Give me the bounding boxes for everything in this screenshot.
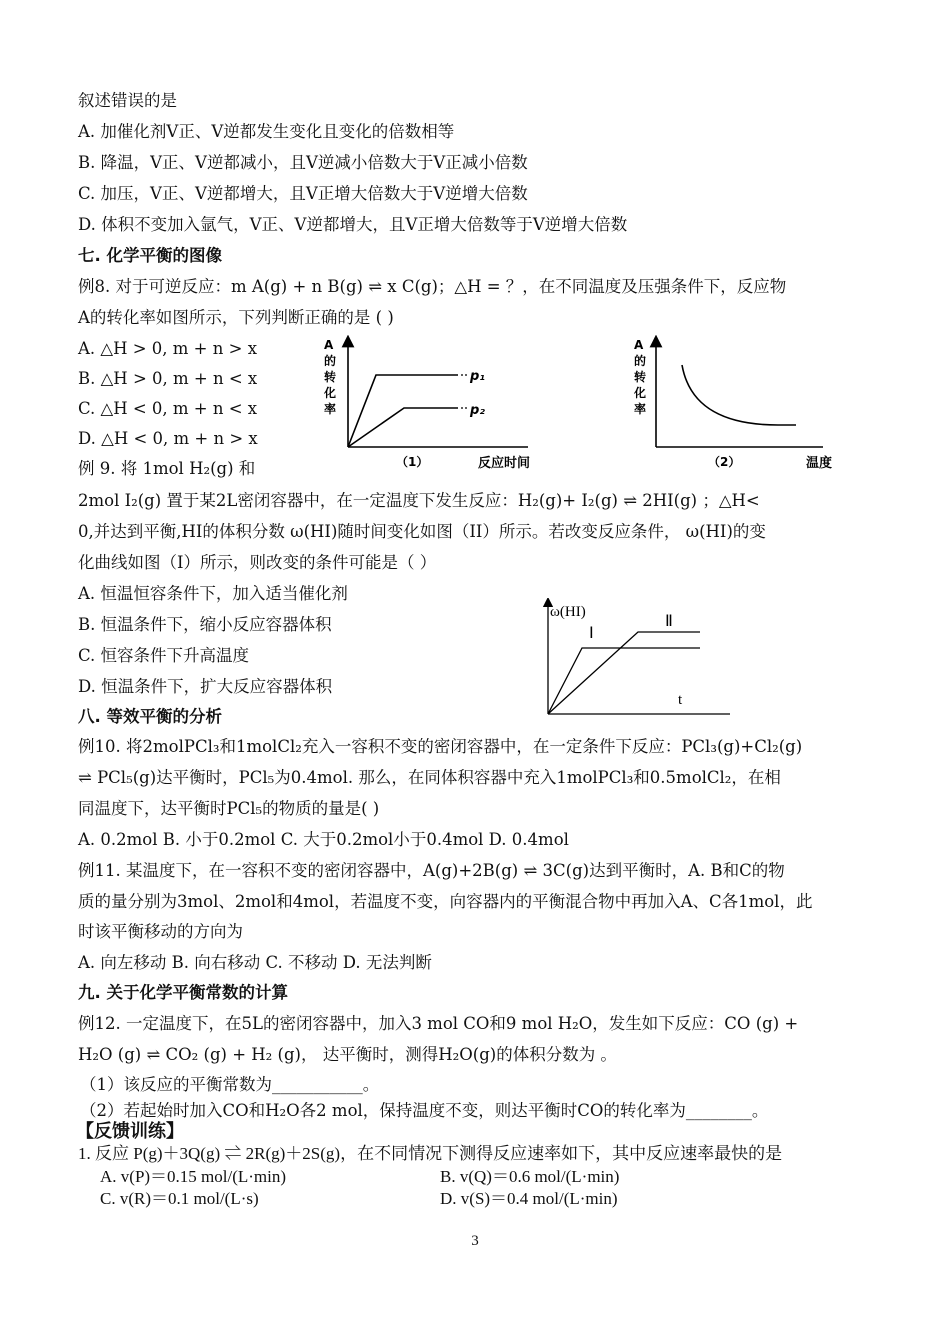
y-label-char: 的 <box>634 354 647 368</box>
curve <box>682 365 796 425</box>
text-line: H₂O (g) ⇌ CO₂ (g) + H₂ (g)， 达平衡时，测得H₂O(g)的体积分数为 。 <box>78 1045 617 1064</box>
option-line: A. 恒温恒容条件下，加入适当催化剂 <box>78 584 348 603</box>
y-label-char: 的 <box>324 354 337 368</box>
curve-II-label: Ⅱ <box>665 613 673 630</box>
section-heading: 九. 关于化学平衡常数的计算 <box>78 983 289 1002</box>
y-label: ω(HI) <box>550 604 586 620</box>
figure-number: （1） <box>396 455 429 469</box>
p2-label: p₂ <box>470 403 485 418</box>
option-line: A. 向左移动 B. 向右移动 C. 不移动 D. 无法判断 <box>78 953 432 972</box>
y-label-char: 转 <box>634 370 647 384</box>
y-label-char: 转 <box>324 370 337 384</box>
option-line: A. 加催化剂V正、V逆都发生变化且变化的倍数相等 <box>78 122 455 141</box>
section-heading: 八. 等效平衡的分析 <box>78 707 223 726</box>
option-line: D. 恒温条件下，扩大反应容器体积 <box>78 677 333 696</box>
y-label-char: A <box>634 338 644 352</box>
text-line: 时该平衡移动的方向为 <box>78 922 243 941</box>
option-line: D. v(S)＝0.4 mol/(L·min) <box>440 1189 618 1208</box>
option-line: A. v(P)＝0.15 mol/(L·min) <box>100 1167 287 1186</box>
option-line: B. △H > 0, m + n < x <box>78 369 258 388</box>
text-line: 2mol I₂(g) 置于某2L密闭容器中，在一定温度下发生反应：H₂(g)+ I₂(g) ⇌ 2HI(g) ；△H< <box>78 491 760 510</box>
y-label-char: 率 <box>634 402 647 416</box>
option-line: C. v(R)＝0.1 mol/(L·s) <box>100 1189 259 1208</box>
question-line: （1）该反应的平衡常数为___________。 <box>80 1075 380 1094</box>
text-line: 同温度下，达平衡时PCl₅的物质的量是( ) <box>78 799 380 818</box>
text-line: 质的量分别为3mol、2mol和4mol，若温度不变，向容器内的平衡混合物中再加入A、C各1mol，此 <box>78 892 813 911</box>
option-line: C. △H < 0, m + n < x <box>78 399 258 418</box>
text-line: 例11. 某温度下，在一容积不变的密闭容器中，A(g)+2B(g) ⇌ 3C(g)达到平衡时，A. B和C的物 <box>78 861 785 880</box>
curve-p2 <box>348 408 458 447</box>
figure-2 <box>628 335 858 475</box>
option-line: D. △H < 0, m + n > x <box>78 429 258 448</box>
text-line: ⇌ PCl₅(g)达平衡时，PCl₅为0.4mol. 那么，在同体积容器中充入1molPCl₃和0.5molCl₂，在相 <box>78 768 781 787</box>
option-line: B. 降温，V正、V逆都减小，且V逆减小倍数大于V正减小倍数 <box>78 153 528 172</box>
question-line: 1. 反应 P(g)＋3Q(g) ⇌ 2R(g)＋2S(g)，在不同情况下测得反应速率如下，其中反应速率最快的是 <box>78 1144 783 1163</box>
text-line: A的转化率如图所示，下列判断正确的是 ( ) <box>78 308 394 327</box>
curve-I-label: Ⅰ <box>589 625 594 642</box>
section-heading: 七. 化学平衡的图像 <box>78 246 223 265</box>
y-label-char: 率 <box>324 402 337 416</box>
text-line: 例 9. 将 1mol H₂(g) 和 <box>78 459 256 478</box>
text-line: 化曲线如图（Ⅰ）所示，则改变的条件可能是（ ） <box>78 553 437 572</box>
question-line: （2）若起始时加入CO和H₂O各2 mol，保持温度不变，则达平衡时CO的转化率为________。 <box>80 1101 769 1120</box>
option-line: B. 恒温条件下，缩小反应容器体积 <box>78 615 332 634</box>
figure-number: （2） <box>708 455 741 469</box>
option-line: C. 加压，V正、V逆都增大，且V正增大倍数大于V逆增大倍数 <box>78 184 528 203</box>
text-line: 0,并达到平衡,HI的体积分数 ω(HI)随时间变化如图（II）所示。若改变反应条件， ω(HI)的变 <box>78 522 766 541</box>
x-label: 反应时间 <box>478 456 531 471</box>
feedback-heading: 【反馈训练】 <box>76 1121 184 1142</box>
text-line: 叙述错误的是 <box>78 91 177 110</box>
y-label-char: A <box>324 338 334 352</box>
option-line: D. 体积不变加入氩气，V正、V逆都增大，且V正增大倍数等于V逆增大倍数 <box>78 215 628 234</box>
option-line: C. 恒容条件下升高温度 <box>78 646 250 665</box>
x-label: 温度 <box>806 456 833 471</box>
figure-hi <box>540 598 740 720</box>
y-label-char: 化 <box>324 386 337 400</box>
x-label: t <box>678 692 683 708</box>
figure-1 <box>318 335 558 475</box>
text-line: 例8. 对于可逆反应：m A(g) + n B(g) ⇌ x C(g)；△H = ？，在不同温度及压强条件下，反应物 <box>78 277 787 296</box>
y-label-char: 化 <box>634 386 647 400</box>
text-line: 例12. 一定温度下，在5L的密闭容器中，加入3 mol CO和9 mol H₂O，发生如下反应：CO (g) + <box>78 1014 799 1033</box>
text-line: 例10. 将2molPCl₃和1molCl₂充入一容积不变的密闭容器中，在一定条件下反应：PCl₃(g)+Cl₂(g) <box>78 737 803 756</box>
option-line: B. v(Q)＝0.6 mol/(L·min) <box>440 1167 620 1186</box>
p1-label: p₁ <box>470 369 485 384</box>
option-line: A. △H > 0, m + n > x <box>78 339 257 358</box>
option-line: A. 0.2mol B. 小于0.2mol C. 大于0.2mol小于0.4mol D. 0.4mol <box>78 830 569 849</box>
page-number: 3 <box>471 1233 479 1249</box>
